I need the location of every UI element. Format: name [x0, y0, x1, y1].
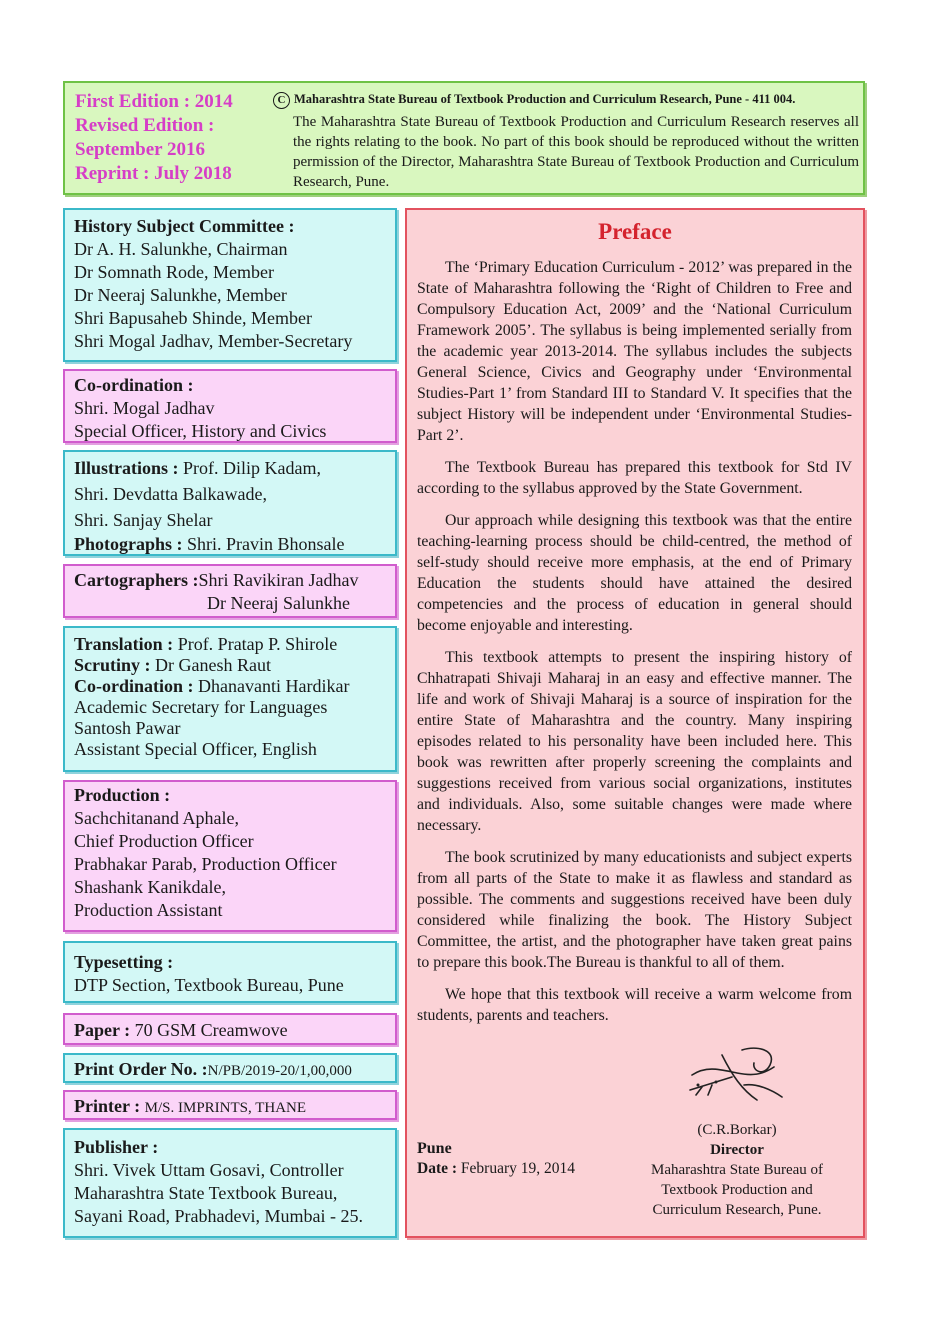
coordination-line: Special Officer, History and Civics	[74, 421, 327, 441]
typesetting-value: DTP Section, Textbook Bureau, Pune	[74, 975, 344, 995]
translation-line: Assistant Special Officer, English	[74, 739, 317, 759]
production-line: Chief Production Officer	[74, 831, 254, 851]
first-edition: First Edition : 2014	[75, 91, 233, 112]
production-heading: Production :	[74, 785, 171, 805]
committee-member: Dr A. H. Salunkhe, Chairman	[74, 239, 288, 259]
publisher-line: Shri. Vivek Uttam Gosavi, Controller	[74, 1160, 344, 1180]
preface-date-label: Date :	[417, 1160, 458, 1177]
preface-paragraph: We hope that this textbook will receive a warm welcome from students, parents and teachers.	[417, 986, 852, 1024]
production-line: Shashank Kanikdale,	[74, 877, 226, 897]
illustrator-name: Shri. Sanjay Shelar	[74, 510, 213, 530]
committee-member: Shri Bapusaheb Shinde, Member	[74, 308, 312, 328]
typesetting-heading: Typesetting :	[74, 952, 174, 972]
cartographers-box	[63, 564, 397, 618]
printer-box	[63, 1090, 397, 1120]
paper-value: 70 GSM Creamwove	[134, 1020, 288, 1040]
production-line: Sachchitanand Aphale,	[74, 808, 239, 828]
copyright-head	[273, 91, 859, 109]
signatory-name: (C.R.Borkar)	[697, 1122, 777, 1138]
production-line: Prabhakar Parab, Production Officer	[74, 854, 337, 874]
committee-box	[63, 208, 397, 362]
publisher-line: Sayani Road, Prabhadevi, Mumbai - 25.	[74, 1206, 363, 1226]
scrutiny-name: Dr Ganesh Raut	[155, 655, 271, 675]
cartographers-label: Cartographers :	[74, 570, 199, 590]
committee-member: Shri Mogal Jadhav, Member-Secretary	[74, 331, 353, 351]
edition-box	[63, 81, 865, 195]
printer-label: Printer :	[74, 1096, 141, 1116]
committee-member: Dr Neeraj Salunkhe, Member	[74, 285, 287, 305]
cartographer-name: Shri Ravikiran Jadhav	[198, 570, 359, 590]
coordination-heading: Co-ordination :	[74, 375, 194, 395]
publisher-line: Maharashtra State Textbook Bureau,	[74, 1183, 338, 1203]
publisher-heading: Publisher :	[74, 1137, 159, 1157]
preface-place: Pune	[417, 1140, 452, 1157]
signatory-designation: Director	[710, 1142, 764, 1158]
preface-title: Preface	[598, 219, 672, 244]
illustrations-label: Illustrations :	[74, 458, 179, 478]
paper-label: Paper :	[74, 1020, 131, 1040]
scrutiny-label: Scrutiny :	[74, 655, 151, 675]
illustrator-name: Prof. Dilip Kadam,	[183, 458, 321, 478]
revised-edition-date: September 2016	[75, 139, 205, 160]
coordination-line: Shri. Mogal Jadhav	[74, 398, 215, 418]
translation-line: Academic Secretary for Languages	[74, 697, 328, 717]
preface-date-value: February 19, 2014	[460, 1160, 575, 1177]
translation-coord-name: Dhanavanti Hardikar	[198, 676, 350, 696]
illustrations-box	[63, 450, 397, 556]
reprint-edition: Reprint : July 2018	[75, 163, 232, 184]
paper-box	[63, 1013, 397, 1045]
print-order-label: Print Order No. :	[74, 1059, 208, 1079]
preface-box	[405, 208, 865, 1238]
translation-coord-label: Co-ordination :	[74, 676, 194, 696]
printer-value: M/S. IMPRINTS, THANE	[144, 1100, 307, 1116]
preface-paragraph: This textbook attempts to present the inspiring history of Chhatrapati Shivaji Maharaj in an easy and effective manner. The life and work of Shivaji Maharaj is a source of inspiration for the entire State of Maharashtra and the country. Many inspiring episodes related to his personality have been included here. This book was rewritten after properly screening the complaints and suggestions received from various social organizations, institutes and individuals. Also, some suitable changes were made where necessary.	[417, 649, 852, 834]
production-line: Production Assistant	[74, 900, 223, 920]
illustrator-name: Shri. Devdatta Balkawade,	[74, 484, 267, 504]
signature-image	[682, 1045, 802, 1115]
copyright-body: The Maharashtra State Bureau of Textbook Production and Curriculum Research reserves all the rights relating to the book. No part of this book should be reproduced without the written permission of the Director, Maharashtra State Bureau of Textbook Production and Curriculum Research, Pune.	[293, 113, 859, 190]
coordination-box	[63, 369, 397, 443]
preface-paragraph: The book scrutinized by many educationists and subject experts from all parts of the State to make it as flawless and standard as possible. The comments and suggestions received have been duly considered while finalizing the book. The History Subject Committee, the artist, and the photographer have taken great pains to prepare this book.The Bureau is thankful to all of them.	[417, 849, 852, 971]
publisher-box	[63, 1128, 397, 1238]
translator-name: Prof. Pratap P. Shirole	[177, 634, 338, 654]
committee-member: Dr Somnath Rode, Member	[74, 262, 274, 282]
translation-label: Translation :	[74, 634, 174, 654]
committee-heading: History Subject Committee :	[74, 216, 295, 236]
production-box	[63, 780, 397, 932]
signatory-org-line: Textbook Production and	[661, 1182, 813, 1198]
signatory-org-line: Maharashtra State Bureau of	[650, 1162, 824, 1178]
preface-paragraph: Our approach while designing this textbook was that the entire teaching-learning process should be child-centred, the method of self-study should receive more emphasis, at the end of Primary Education the students should have attained the desired competencies and the process of education in general should become enjoyable and interesting.	[417, 512, 852, 634]
signatory-org-line: Curriculum Research, Pune.	[652, 1202, 822, 1218]
revised-edition-label: Revised Edition :	[75, 115, 215, 136]
translation-line: Santosh Pawar	[74, 718, 181, 738]
print-order-box	[63, 1053, 397, 1083]
translation-box	[63, 626, 397, 772]
copyright-icon: C	[273, 92, 290, 109]
print-order-value: N/PB/2019-20/1,00,000	[207, 1063, 352, 1079]
preface-paragraph: The Textbook Bureau has prepared this textbook for Std IV according to the syllabus approved by the State Government.	[417, 459, 852, 497]
cartographer-name: Dr Neeraj Salunkhe	[207, 593, 350, 613]
typesetting-box	[63, 941, 397, 1003]
photographs-label: Photographs :	[74, 534, 183, 554]
photographer-name: Shri. Pravin Bhonsale	[187, 534, 345, 554]
copyright-head-text: Maharashtra State Bureau of Textbook Production and Curriculum Research, Pune - 411 004.	[294, 92, 796, 106]
preface-paragraph: The ‘Primary Education Curriculum - 2012’ was prepared in the State of Maharashtra following the ‘Right of Children to Free and Compulsory Education Act, 2009’ and the ‘National Curriculum Framework 2005’. The syllabus is being implemented serially from the academic year 2013-2014. The syllabus includes the subjects General Science, Civics and Geography under ‘Environmental Studies-Part 1’ from Standard III to Standard V. It specifies that the subject History will be independent under ‘Environmental Studies-Part 2’.	[417, 259, 852, 444]
